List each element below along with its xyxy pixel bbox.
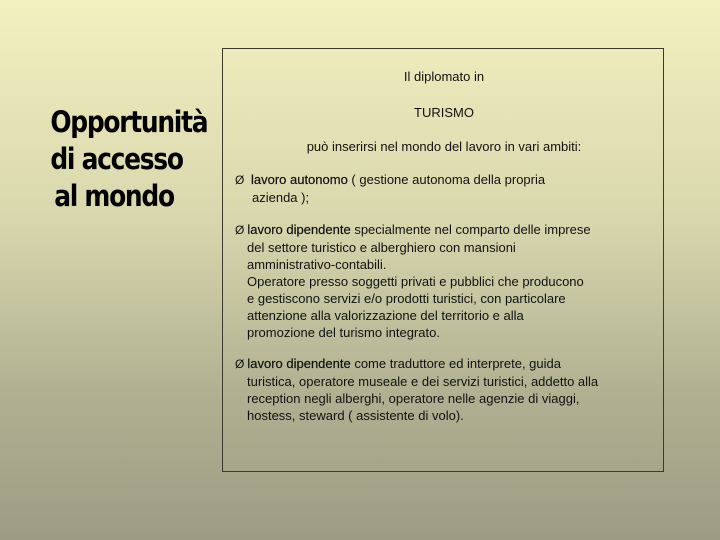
- item-3-cont-2: reception negli alberghi, operatore nelle agenzie di viaggi,: [247, 391, 580, 406]
- item-2-text: specialmente nel comparto delle imprese: [350, 222, 591, 237]
- intro-line-1: Il diplomato in: [403, 69, 485, 84]
- item-2-cont-6: promozione del turismo integrato.: [247, 325, 440, 340]
- item-1-text: ( gestione autonoma della propria: [347, 172, 546, 187]
- item-2-cont-2: amministrativo-contabili.: [247, 257, 387, 272]
- item-1-bold: lavoro autonomo: [250, 172, 348, 187]
- list-item-autonomo: [235, 171, 655, 206]
- item-2-bold: lavoro dipendente: [247, 222, 351, 237]
- item-2-cont-5: attenzione alla valorizzazione del territorio e alla: [247, 308, 524, 323]
- item-3-cont-3: hostess, steward ( assistente di volo).: [247, 408, 464, 423]
- title-line-2: di accesso: [50, 142, 183, 176]
- item-3-cont-1: turistica, operatore museale e dei servizi turistici, addetto alla: [247, 374, 599, 389]
- intro-line-3: può inserirsi nel mondo del lavoro in vari ambiti:: [306, 139, 582, 154]
- arrow-bullet-icon: Ø: [235, 173, 245, 187]
- title-line-3: al mondo: [54, 179, 174, 213]
- item-2-cont-3: Operatore presso soggetti privati e pubblici che producono: [247, 274, 584, 289]
- item-3-text: come traduttore ed interprete, guida: [350, 356, 561, 371]
- item-1-cont: azienda );: [252, 190, 310, 205]
- item-2-cont-4: e gestiscono servizi e/o prodotti turistici, con particolare: [247, 291, 566, 306]
- slide-title: [50, 104, 208, 215]
- list-item-dipendente-2: [235, 355, 655, 424]
- intro-line-2: TURISMO: [414, 105, 474, 120]
- content-box: [222, 48, 664, 472]
- title-line-1: Opportunità: [50, 105, 208, 139]
- list-item-dipendente-1: [235, 221, 655, 341]
- item-2-cont-1: del settore turistico e alberghiero con mansioni: [247, 240, 516, 255]
- item-3-bold: lavoro dipendente: [247, 356, 351, 371]
- arrow-bullet-icon: Ø: [235, 223, 245, 237]
- arrow-bullet-icon: Ø: [235, 357, 245, 371]
